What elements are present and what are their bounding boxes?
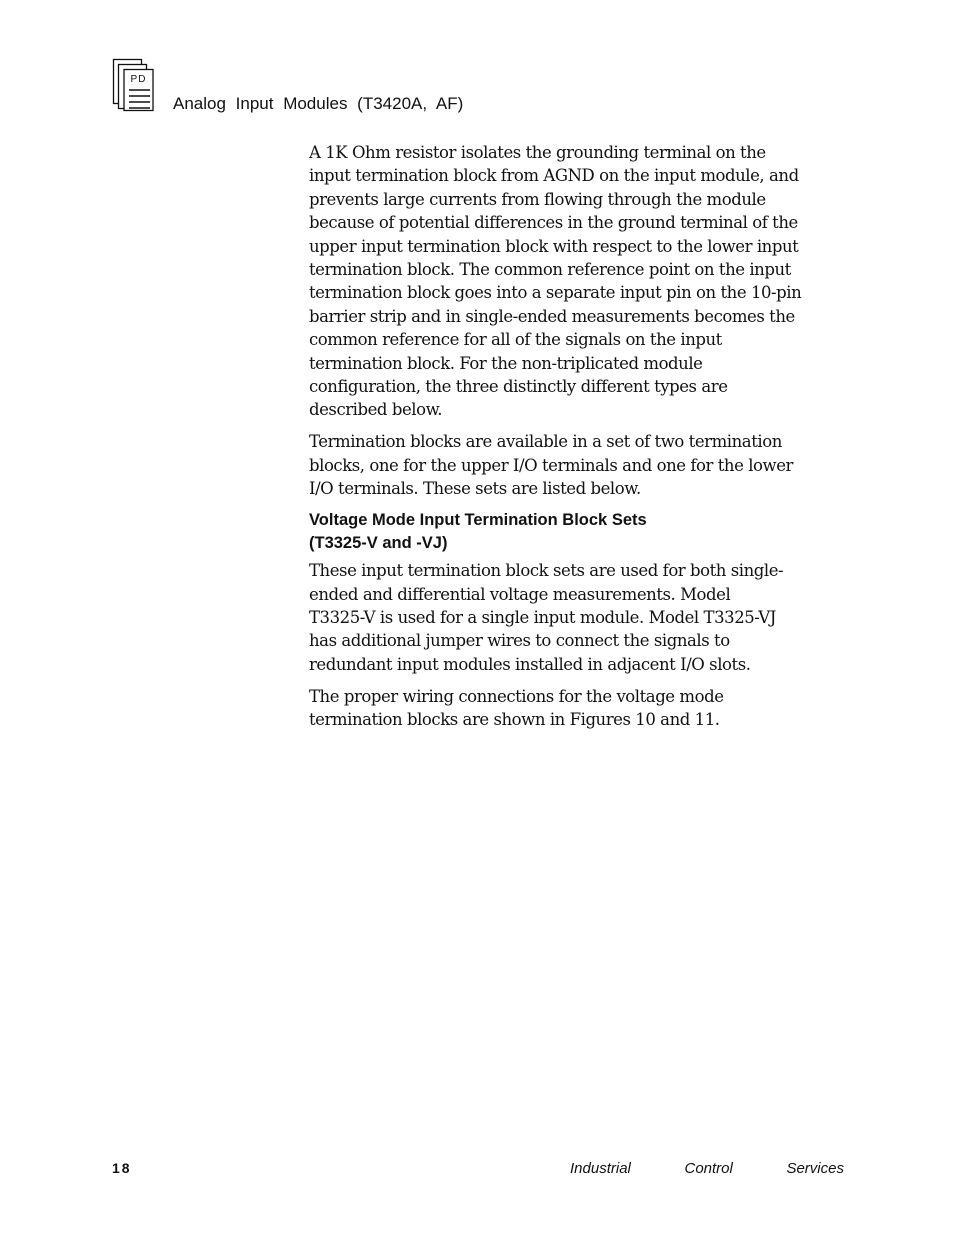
logo-text: PD <box>130 74 147 85</box>
paragraph-voltage-mode-description: These input termination block sets are used for both single- ended and differential voltage measurements. Model T3325-V is used for a single input module. Model T3325-VJ has additional jumper wires to connect the signals to redundant input modules installed in adjacent I/O slots. <box>309 561 784 674</box>
footer-company-name <box>570 1160 844 1177</box>
paragraph-termination-sets: Termination blocks are available in a set of two termination blocks, one for the upper I/O terminals and one for the lower I/O terminals. These sets are listed below. <box>309 432 793 499</box>
footer-word-industrial: Industrial <box>570 1160 631 1177</box>
body-text-column <box>309 141 854 740</box>
footer-word-control: Control <box>684 1160 733 1177</box>
paragraph-wiring-connections: The proper wiring connections for the voltage mode termination blocks are shown in Figures 10 and 11. <box>309 686 724 730</box>
pdf-document-stack-icon <box>112 58 156 112</box>
page-header-title: Analog Input Modules (T3420A, AF) <box>173 94 464 113</box>
section-heading-voltage-mode: Voltage Mode Input Termination Block Sets (T3325-V and -VJ) <box>309 511 647 553</box>
paragraph-resistor-isolation: A 1K Ohm resistor isolates the grounding terminal on the input termination block from AGND on the input module, and prevents large currents from flowing through the module because of potential differences in the ground terminal of the upper input termination block with respect to the lower input termination block. The common reference point on the input termination block goes into a separate input pin on the 10-pin barrier strip and in single-ended measurements becomes the common reference for all of the signals on the input termination block. For the non-triplicated module configuration, the three distinctly different types are described below. <box>309 143 802 420</box>
footer-word-services: Services <box>786 1160 844 1177</box>
page-number: 18 <box>112 1160 132 1176</box>
